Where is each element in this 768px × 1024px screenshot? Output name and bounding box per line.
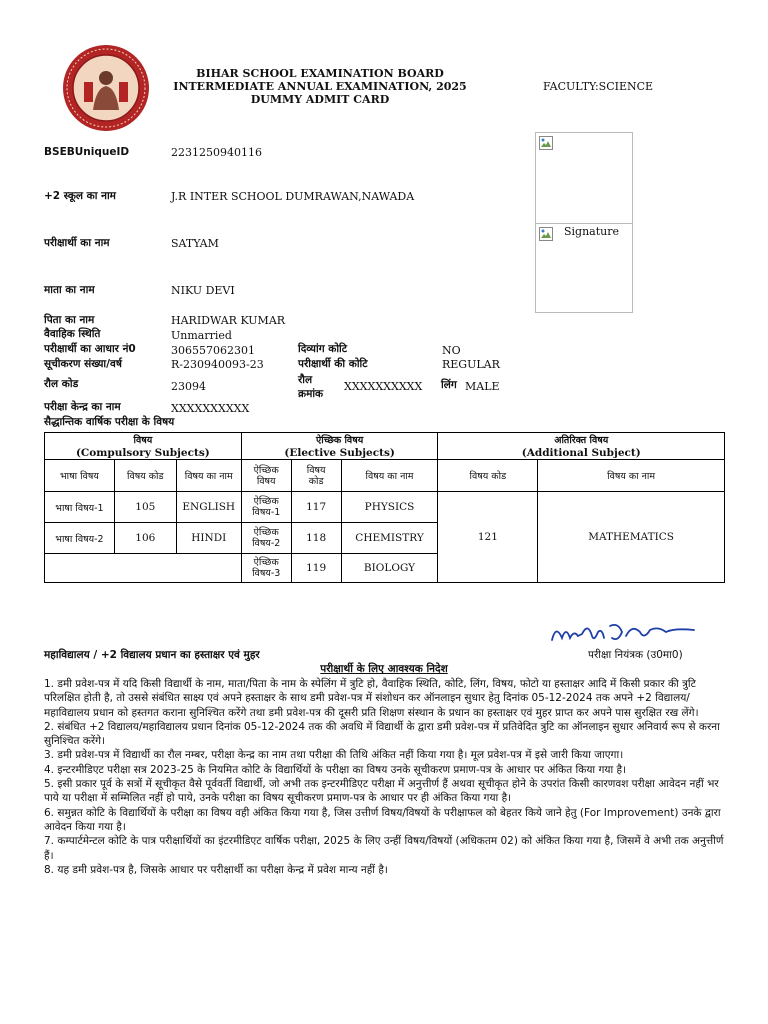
elective-code: 119 [291, 554, 341, 583]
elective-subject-line2: विषय-3 [252, 568, 281, 579]
elective-header [241, 433, 438, 460]
category-value: REGULAR [442, 358, 500, 371]
mother-name-label: माता का नाम [44, 284, 95, 296]
col-language-subject: भाषा विषय [45, 460, 115, 492]
additional-header [438, 433, 725, 460]
instruction-item: 2. संबंधित +2 विद्यालय/महाविद्यालय प्रधान दिनांक 05-12-2024 तक की अवधि में विद्यार्थी के द्वारा डमी प्रवेश-पत्र में प्रतिवेदित त्रुटि का ऑनलाइन सुधार अनिवार्य रूप से करना सुनिश्चित करेंगे। [44, 720, 720, 748]
instructions-title: परीक्षार्थी के लिए आवश्यक निदेश [320, 663, 448, 675]
father-name-value: HARIDWAR KUMAR [171, 314, 286, 327]
elective-code: 118 [291, 523, 341, 554]
exam-centre-value: XXXXXXXXXX [171, 402, 250, 415]
elective-subject-line1: ऐच्छिक [253, 557, 279, 568]
col-subject-name: विषय का नाम [176, 460, 241, 492]
candidate-name-label: परीक्षार्थी का नाम [44, 237, 110, 249]
exam-name: INTERMEDIATE ANNUAL EXAMINATION, 2025 [173, 80, 467, 93]
controller-label: परीक्षा नियंत्रक (उ0मा0) [588, 649, 683, 661]
gender-label: लिंग [441, 379, 457, 391]
subject-name: HINDI [176, 523, 241, 554]
col-elective-subject-line2: विषय [256, 475, 276, 487]
language-subject: भाषा विषय-1 [45, 492, 115, 523]
subjects-table [44, 432, 725, 583]
col-elective-subject-line1: ऐच्छिक [253, 464, 279, 476]
additional-header-hindi: अतिरिक्त विषय [554, 434, 609, 446]
compulsory-header [45, 433, 242, 460]
instruction-item: 7. कम्पार्टमेन्टल कोटि के पात्र परीक्षार्थियों का इंटरमीडिएट वार्षिक परीक्षा, 2025 के लिए उन्हीं विषय/विषयों (अधिकतम 02) को अंकित किया गया है, जिसमें वे अभी तक अनुत्तीर्ण हैं। [44, 835, 724, 862]
broken-image-icon [539, 227, 553, 241]
roll-number-label: रौल [298, 374, 313, 386]
col-additional-name: विषय का नाम [538, 460, 725, 492]
card-title: DUMMY ADMIT CARD [250, 93, 390, 106]
col-elective-name: विषय का नाम [341, 460, 438, 492]
theory-subjects-title: सैद्धान्तिक वार्षिक परीक्षा के विषय [44, 416, 175, 428]
elective-header-hindi: ऐच्छिक विषय [315, 434, 364, 446]
subject-code: 105 [114, 492, 176, 523]
unique-id-label: BSEBUniqueID [44, 146, 130, 158]
principal-signature-label: महाविद्यालय / +2 विद्यालय प्रधान का हस्ताक्षर एवं मुहर [44, 649, 260, 661]
aadhaar-value: 306557062301 [171, 344, 255, 357]
candidate-name-value: SATYAM [171, 237, 219, 250]
instruction-item: 6. समुन्नत कोटि के विद्यार्थियों के परीक्षा का विषय वही अंकित किया गया है, जिस उत्तीर्ण विषय/विषयों के परीक्षाफल को बेहतर किये जाने हेतु (For Improvement) उनके द्वारा आवेदन किया गया है। [44, 806, 721, 833]
subject-name [176, 554, 241, 583]
elective-name: CHEMISTRY [341, 523, 438, 554]
col-elective-subject [241, 460, 291, 492]
roll-number-value: XXXXXXXXXX [344, 380, 423, 393]
roll-code-value: 23094 [171, 380, 206, 393]
signature-label: Signature [564, 225, 620, 238]
instruction-item: 1. डमी प्रवेश-पत्र में यदि किसी विद्यार्थी के नाम, माता/पिता के नाम के स्पेलिंग में त्रुटि हो, वैवाहिक स्थिति, कोटि, लिंग, विषय, फोटो या हस्ताक्षर आदि में किसी प्रकार की त्रुटि परिलक्षित होती है, तो उससे संबंधित साक्ष्य एवं अपने हस्ताक्षर के साथ डमी प्रवेश-पत्र में संशोधन कर ऑनलाइन सुधार हेतु दिनांक 05-12-2024 तक अपने +2 विद्यालय/महाविद्यालय प्रधान को हस्तगत कराना सुनिश्चित करेंगे तथा डमी प्रवेश-पत्र की दूसरी प्रति शिक्षण संस्थान के प्रधान का हस्ताक्षर एवं मुहर प्राप्त कर अपने पास सुरक्षित रख लेंगे। [44, 678, 699, 719]
unique-id-value: 2231250940116 [171, 146, 262, 159]
language-subject [45, 554, 115, 583]
elective-subject-line1: ऐच्छिक [253, 527, 279, 538]
elective-subject [241, 523, 291, 554]
marital-status-value: Unmarried [171, 329, 232, 342]
compulsory-header-english: (Compulsory Subjects) [75, 446, 210, 459]
school-label: +2 स्कूल का नाम [44, 190, 116, 202]
school-value: J.R INTER SCHOOL DUMRAWAN,NAWADA [171, 190, 415, 203]
elective-name: PHYSICS [341, 492, 438, 523]
photo-box [535, 132, 633, 224]
roll-number-label-2: क्रमांक [298, 388, 324, 400]
board-name: BIHAR SCHOOL EXAMINATION BOARD [196, 67, 444, 80]
controller-handwritten-signature [548, 618, 698, 650]
subject-code [114, 554, 176, 583]
col-additional-code: विषय कोड [438, 460, 538, 492]
gender-value: MALE [465, 380, 500, 393]
additional-header-english: (Additional Subject) [521, 446, 641, 459]
instructions-list [44, 677, 734, 877]
subject-code: 106 [114, 523, 176, 554]
instruction-item: 5. इसी प्रकार पूर्व के सत्रों में सूचीकृत वैसे पूर्ववर्ती विद्यार्थी, जो अभी तक इन्टरमीडिएट परीक्षा में अनुत्तीर्ण हैं अथवा सूचीकृत होने के उपरांत किसी कारणवश परीक्षा आवेदन नहीं भर पाये या परीक्षा में सम्मिलित नहीं हो पाये, उनके परीक्षा का विषय सूचीकरण प्रमाण-पत्र के आधार पर ही अंकित किया गया है। [44, 778, 719, 805]
broken-image-icon [539, 136, 553, 150]
registration-value: R-230940093-23 [171, 358, 264, 371]
additional-subject-code: 121 [438, 492, 538, 583]
marital-status-label: वैवाहिक स्थिति [44, 328, 101, 340]
col-subject-code: विषय कोड [114, 460, 176, 492]
elective-subject [241, 554, 291, 583]
disability-label: दिव्यांग कोटि [298, 343, 348, 355]
subject-name: ENGLISH [176, 492, 241, 523]
instruction-item: 4. इन्टरमीडिएट परीक्षा सत्र 2023-25 के नियमित कोटि के विद्यार्थियों के परीक्षा का विषय उनके सूचीकरण प्रमाण-पत्र के आधार पर अंकित किया गया है। [44, 763, 627, 776]
exam-centre-label: परीक्षा केन्द्र का नाम [44, 401, 121, 413]
mother-name-value: NIKU DEVI [171, 284, 235, 297]
elective-subject-line2: विषय-1 [252, 507, 281, 518]
compulsory-header-hindi: विषय [133, 434, 153, 446]
elective-header-english: (Elective Subjects) [284, 446, 395, 459]
additional-subject-name: MATHEMATICS [538, 492, 725, 583]
table-row [45, 492, 725, 523]
bseb-logo [62, 44, 150, 132]
elective-code: 117 [291, 492, 341, 523]
registration-label: सूचीकरण संख्या/वर्ष [44, 358, 122, 370]
disability-value: NO [442, 344, 461, 357]
elective-subject-line2: विषय-2 [252, 538, 281, 549]
instruction-item: 8. यह डमी प्रवेश-पत्र है, जिसके आधार पर परीक्षार्थी का परीक्षा केन्द्र में प्रवेश मान्य नहीं है। [44, 863, 388, 876]
faculty: FACULTY:SCIENCE [543, 80, 654, 93]
aadhaar-label: परीक्षार्थी का आधार नं0 [44, 343, 136, 355]
elective-subject-line1: ऐच्छिक [253, 496, 279, 507]
elective-subject [241, 492, 291, 523]
signature-box [535, 223, 633, 313]
father-name-label: पिता का नाम [44, 314, 95, 326]
roll-code-label: रौल कोड [44, 378, 79, 390]
instruction-item: 3. डमी प्रवेश-पत्र में विद्यार्थी का रौल नम्बर, परीक्षा केन्द्र का नाम तथा परीक्षा की तिथि अंकित नहीं किया गया है। मूल प्रवेश-पत्र में इसे जारी किया जाएगा। [44, 749, 624, 762]
category-label: परीक्षार्थी की कोटि [298, 358, 368, 370]
language-subject: भाषा विषय-2 [45, 523, 115, 554]
col-elective-code [291, 460, 341, 492]
elective-name: BIOLOGY [341, 554, 438, 583]
col-elective-code-line2: कोड [308, 475, 324, 487]
col-elective-code-line1: विषय [306, 464, 326, 476]
